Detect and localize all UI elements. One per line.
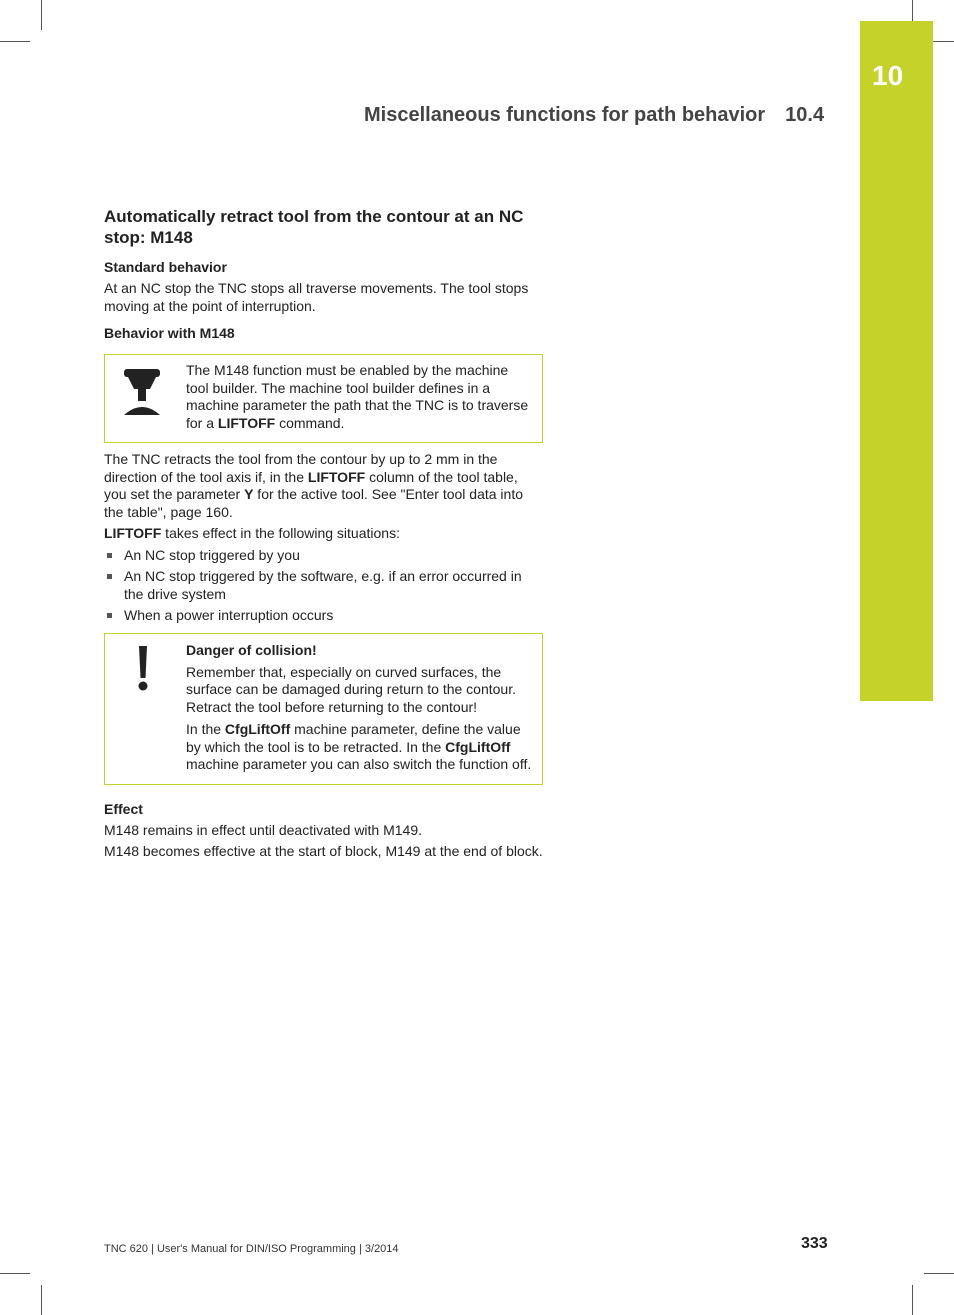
warning-title: Danger of collision! <box>186 641 317 658</box>
machine-note-box <box>104 354 543 443</box>
list-item: An NC stop triggered by the software, e.g. if an error occurred in the drive system <box>104 568 544 603</box>
keyword-cfgliftoff: CfgLiftOff <box>445 738 511 755</box>
situations-intro: LIFTOFF takes effect in the following situations: <box>104 525 400 541</box>
machine-note-text: The M148 function must be enabled by the machine tool builder. The machine tool builder defines in a machine parameter the path that the TNC is to traverse for a LIFTOFF command. <box>186 362 529 431</box>
crop-mark <box>924 1273 954 1274</box>
machine-tool-icon <box>104 355 186 442</box>
keyword-cfgliftoff: CfgLiftOff <box>224 721 291 737</box>
keyword-liftoff: LIFTOFF <box>217 414 276 431</box>
situations-list <box>104 547 544 625</box>
crop-mark <box>0 41 30 42</box>
crop-mark <box>0 1273 30 1274</box>
warning-box <box>104 633 543 785</box>
standard-behavior-text: At an NC stop the TNC stops all traverse movements. The tool stops moving at the point of interruption. <box>104 280 529 314</box>
running-header-section: 10.4 <box>785 104 825 126</box>
footer-text: TNC 620 | User's Manual for DIN/ISO Programming | 3/2014 <box>104 1243 399 1255</box>
effect-heading: Effect <box>104 800 143 817</box>
behavior-m148-heading: Behavior with M148 <box>104 325 235 341</box>
crop-mark <box>912 1285 913 1315</box>
section-title: Automatically retract tool from the contour at an NC stop: M148 <box>104 207 524 247</box>
keyword-liftoff: LIFTOFF <box>307 468 366 485</box>
warning-cfg-text: In the CfgLiftOff machine parameter, define the value by which the tool is to be retracted. In the CfgLiftOff machine parameter you can also switch the function off. <box>186 721 532 772</box>
effect-text-1: M148 remains in effect until deactivated with M149. <box>104 821 423 838</box>
keyword-y: Y <box>244 486 254 502</box>
main-content <box>104 206 544 861</box>
chapter-number: 10 <box>872 60 904 91</box>
list-item: An NC stop triggered by you <box>104 547 544 565</box>
chapter-tab <box>860 21 933 701</box>
crop-mark <box>41 1285 42 1315</box>
running-header-title: Miscellaneous functions for path behavior <box>364 104 766 126</box>
crop-mark <box>41 0 42 30</box>
warning-text: Remember that, especially on curved surfaces, the surface can be damaged during return to the contour. Retract the tool before returning to the contour! <box>186 663 516 715</box>
list-item: When a power interruption occurs <box>104 607 544 625</box>
exclamation-icon <box>104 634 186 784</box>
running-header <box>364 104 824 127</box>
keyword-liftoff: LIFTOFF <box>104 525 162 541</box>
page-number: 333 <box>801 1235 828 1252</box>
effect-text-2: M148 becomes effective at the start of block, M149 at the end of block. <box>104 843 543 859</box>
retract-paragraph: The TNC retracts the tool from the contour by up to 2 mm in the direction of the tool axis if, in the LIFTOFF column of the tool table, you set the parameter Y for the active tool. See "Enter tool data into the table", page 160. <box>104 451 523 520</box>
standard-behavior-heading: Standard behavior <box>104 259 227 275</box>
